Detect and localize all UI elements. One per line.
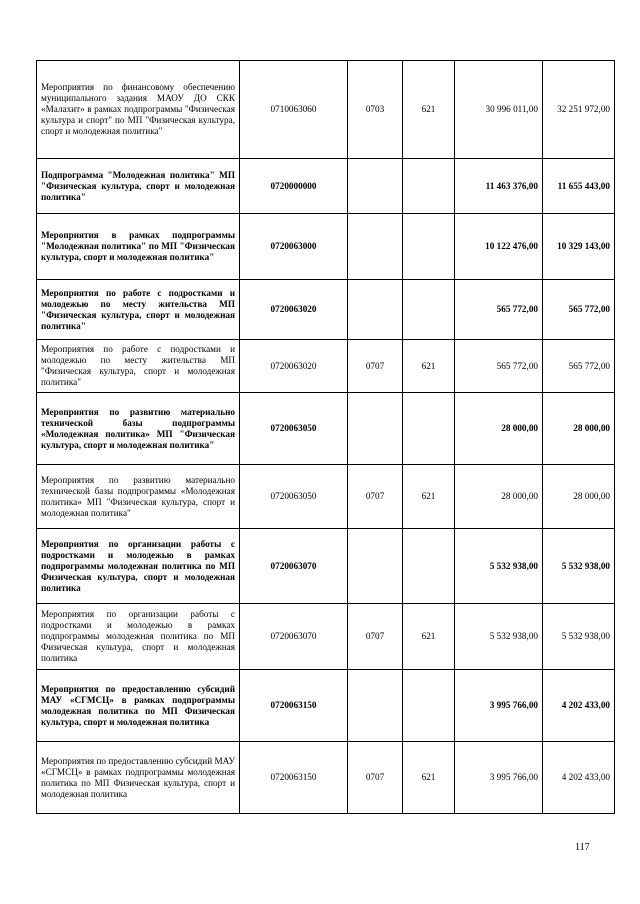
table-body bbox=[37, 61, 615, 814]
row-name-cell: Мероприятия по организации работы с подростками и молодежью в рамках подпрограммы молодежная политика по МП Физическая культура, спорт и молодежная политика bbox=[37, 529, 240, 604]
row-vr-cell bbox=[403, 280, 455, 340]
row-sum-2020-cell: 32 251 972,00 bbox=[543, 61, 615, 159]
row-sum-2020-cell: 565 772,00 bbox=[543, 340, 615, 393]
row-vr-cell: 621 bbox=[403, 340, 455, 393]
row-section-cell bbox=[348, 280, 403, 340]
row-sum-2019-cell: 30 996 011,00 bbox=[455, 61, 543, 159]
row-code-cell: 0720063020 bbox=[240, 280, 348, 340]
row-vr-cell bbox=[403, 393, 455, 465]
table-row bbox=[37, 340, 615, 393]
row-section-cell: 0707 bbox=[348, 604, 403, 670]
row-vr-cell bbox=[403, 670, 455, 742]
row-code-cell: 0720000000 bbox=[240, 159, 348, 214]
table-row bbox=[37, 670, 615, 742]
row-code-cell: 0720063000 bbox=[240, 214, 348, 280]
row-section-cell bbox=[348, 529, 403, 604]
row-code-cell: 0720063020 bbox=[240, 340, 348, 393]
row-sum-2019-cell: 3 995 766,00 bbox=[455, 742, 543, 814]
row-sum-2019-cell: 565 772,00 bbox=[455, 340, 543, 393]
row-name-cell: Мероприятия по развитию материально технической базы подпрограммы «Молодежная политика» МП "Физическая культура, спорт и молодежная политика" bbox=[37, 393, 240, 465]
row-sum-2020-cell: 4 202 433,00 bbox=[543, 670, 615, 742]
row-code-cell: 0720063150 bbox=[240, 670, 348, 742]
row-vr-cell bbox=[403, 214, 455, 280]
table-row bbox=[37, 214, 615, 280]
row-name-cell: Мероприятия по предоставлению субсидий МАУ «СГМСЦ» в рамках подпрограммы молодежная политика по МП Физическая культура, спорт и молодежная политика bbox=[37, 742, 240, 814]
row-name-cell: Мероприятия по финансовому обеспечению муниципального задания МАОУ ДО СКК «Малахит» в рамках подпрограммы "Физическая культура и спорт" по МП "Физическая культура, спорт и молодежная политика" bbox=[37, 61, 240, 159]
row-name-cell: Мероприятия по предоставлению субсидий МАУ «СГМСЦ» в рамках подпрограммы молодежная политика по МП Физическая культура, спорт и молодежная политика bbox=[37, 670, 240, 742]
row-name-cell: Мероприятия по работе с подростками и молодежью по месту жительства МП "Физическая культура, спорт и молодежная политика" bbox=[37, 340, 240, 393]
row-section-cell bbox=[348, 214, 403, 280]
row-section-cell bbox=[348, 670, 403, 742]
table-row bbox=[37, 280, 615, 340]
table-row bbox=[37, 529, 615, 604]
row-sum-2020-cell: 10 329 143,00 bbox=[543, 214, 615, 280]
row-code-cell: 0720063150 bbox=[240, 742, 348, 814]
row-vr-cell: 621 bbox=[403, 604, 455, 670]
row-sum-2020-cell: 28 000,00 bbox=[543, 393, 615, 465]
page-number: 117 bbox=[575, 842, 590, 853]
row-name-cell: Подпрограмма "Молодежная политика" МП "Физическая культура, спорт и молодежная политика" bbox=[37, 159, 240, 214]
row-code-cell: 0710063060 bbox=[240, 61, 348, 159]
row-code-cell: 0720063070 bbox=[240, 529, 348, 604]
row-sum-2019-cell: 3 995 766,00 bbox=[455, 670, 543, 742]
table-row bbox=[37, 742, 615, 814]
row-code-cell: 0720063050 bbox=[240, 393, 348, 465]
row-vr-cell: 621 bbox=[403, 742, 455, 814]
row-vr-cell bbox=[403, 159, 455, 214]
row-sum-2020-cell: 4 202 433,00 bbox=[543, 742, 615, 814]
row-sum-2019-cell: 5 532 938,00 bbox=[455, 529, 543, 604]
row-sum-2020-cell: 5 532 938,00 bbox=[543, 529, 615, 604]
row-section-cell: 0707 bbox=[348, 742, 403, 814]
row-sum-2020-cell: 565 772,00 bbox=[543, 280, 615, 340]
row-section-cell: 0707 bbox=[348, 465, 403, 529]
row-sum-2019-cell: 565 772,00 bbox=[455, 280, 543, 340]
budget-table bbox=[36, 60, 615, 814]
row-section-cell bbox=[348, 159, 403, 214]
row-name-cell: Мероприятия по работе с подростками и молодежью по месту жительства МП "Физическая культура, спорт и молодежная политика" bbox=[37, 280, 240, 340]
row-sum-2019-cell: 11 463 376,00 bbox=[455, 159, 543, 214]
row-sum-2019-cell: 10 122 476,00 bbox=[455, 214, 543, 280]
row-sum-2019-cell: 28 000,00 bbox=[455, 465, 543, 529]
row-name-cell: Мероприятия по развитию материально технической базы подпрограммы «Молодежная политика» МП "Физическая культура, спорт и молодежная политика" bbox=[37, 465, 240, 529]
row-vr-cell bbox=[403, 529, 455, 604]
table-row bbox=[37, 604, 615, 670]
row-name-cell: Мероприятия по организации работы с подростками и молодежью в рамках подпрограммы молодежная политика по МП Физическая культура, спорт и молодежная политика bbox=[37, 604, 240, 670]
table-row bbox=[37, 159, 615, 214]
row-sum-2020-cell: 28 000,00 bbox=[543, 465, 615, 529]
table-row bbox=[37, 465, 615, 529]
row-code-cell: 0720063050 bbox=[240, 465, 348, 529]
row-vr-cell: 621 bbox=[403, 61, 455, 159]
table-row bbox=[37, 61, 615, 159]
row-name-cell: Мероприятия в рамках подпрограммы "Молодежная политика" по МП "Физическая культура, спорт и молодежная политика" bbox=[37, 214, 240, 280]
row-code-cell: 0720063070 bbox=[240, 604, 348, 670]
row-sum-2020-cell: 5 532 938,00 bbox=[543, 604, 615, 670]
row-sum-2020-cell: 11 655 443,00 bbox=[543, 159, 615, 214]
row-section-cell: 0703 bbox=[348, 61, 403, 159]
row-sum-2019-cell: 5 532 938,00 bbox=[455, 604, 543, 670]
row-sum-2019-cell: 28 000,00 bbox=[455, 393, 543, 465]
table-row bbox=[37, 393, 615, 465]
row-section-cell: 0707 bbox=[348, 340, 403, 393]
row-section-cell bbox=[348, 393, 403, 465]
row-vr-cell: 621 bbox=[403, 465, 455, 529]
